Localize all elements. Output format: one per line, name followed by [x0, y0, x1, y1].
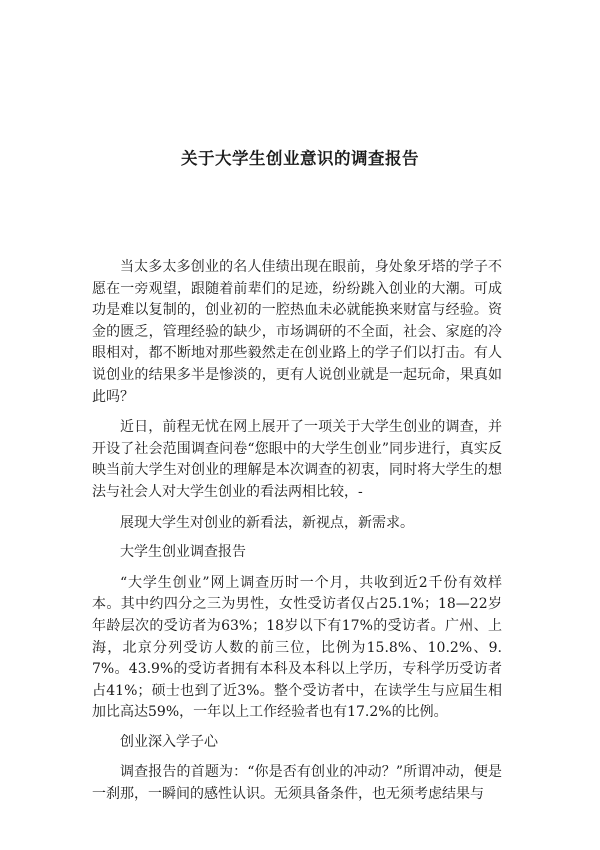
document-body [92, 257, 502, 806]
paragraph-new-views: 展现大学生对创业的新看法，新视点，新需求。 [120, 514, 414, 531]
document-title: 关于大学生创业意识的调查报告 [181, 149, 419, 168]
section-heading-entrepreneurship: 创业深入学子心 [120, 733, 218, 750]
section-heading-report: 大学生创业调查报告 [120, 544, 246, 561]
paragraph-intro: 当太多太多创业的名人佳绩出现在眼前，身处象牙塔的学子不愿在一旁观望，跟随着前辈们的足迹，纷纷跳入创业的大潮。可成功是难以复制的，创业初的一腔热血未必就能换来财富与经验。资金的匮乏，管理经验的缺少，市场调研的不全面，社会、家庭的冷眼相对，都不断地对那些毅然走在创业路上的学子们以打击。有人说创业的结果多半是惨淡的，更有人说创业就是一起玩命，果真如此吗？ [92, 259, 502, 405]
paragraph-survey-stats: “大学生创业”网上调查历时一个月，共收到近2千份有效样本。其中约四分之三为男性，女性受访者仅占25.1%；18—22岁年龄层次的受访者为63%；18岁以下有17%的受访者。广州、上海，北京分列受访人数的前三位，比例为15.8%、10.2%、9.7%。43.9%的受访者拥有本科及本科以上学历，专科学历受访者占41%；硕士也到了近3%。整个受访者中，在读学生与应届生相加比高达59%，一年以上工作经验者也有17.2%的比例。 [92, 574, 502, 721]
paragraph-first-question: 调查报告的首题为：“你是否有创业的冲动？”所谓冲动，便是一刹那，一瞬间的感性认识。无须具备条件，也无须考虑结果与 [92, 764, 502, 803]
paragraph-survey-launch: 近日，前程无忧在网上展开了一项关于大学生创业的调查，并开设了社会范围调查问卷“您眼中的大学生创业”同步进行，真实反映当前大学生对创业的理解是本次调查的初衷，同时将大学生的想法与社会人对大学生创业的看法两相比较，- [92, 419, 502, 500]
